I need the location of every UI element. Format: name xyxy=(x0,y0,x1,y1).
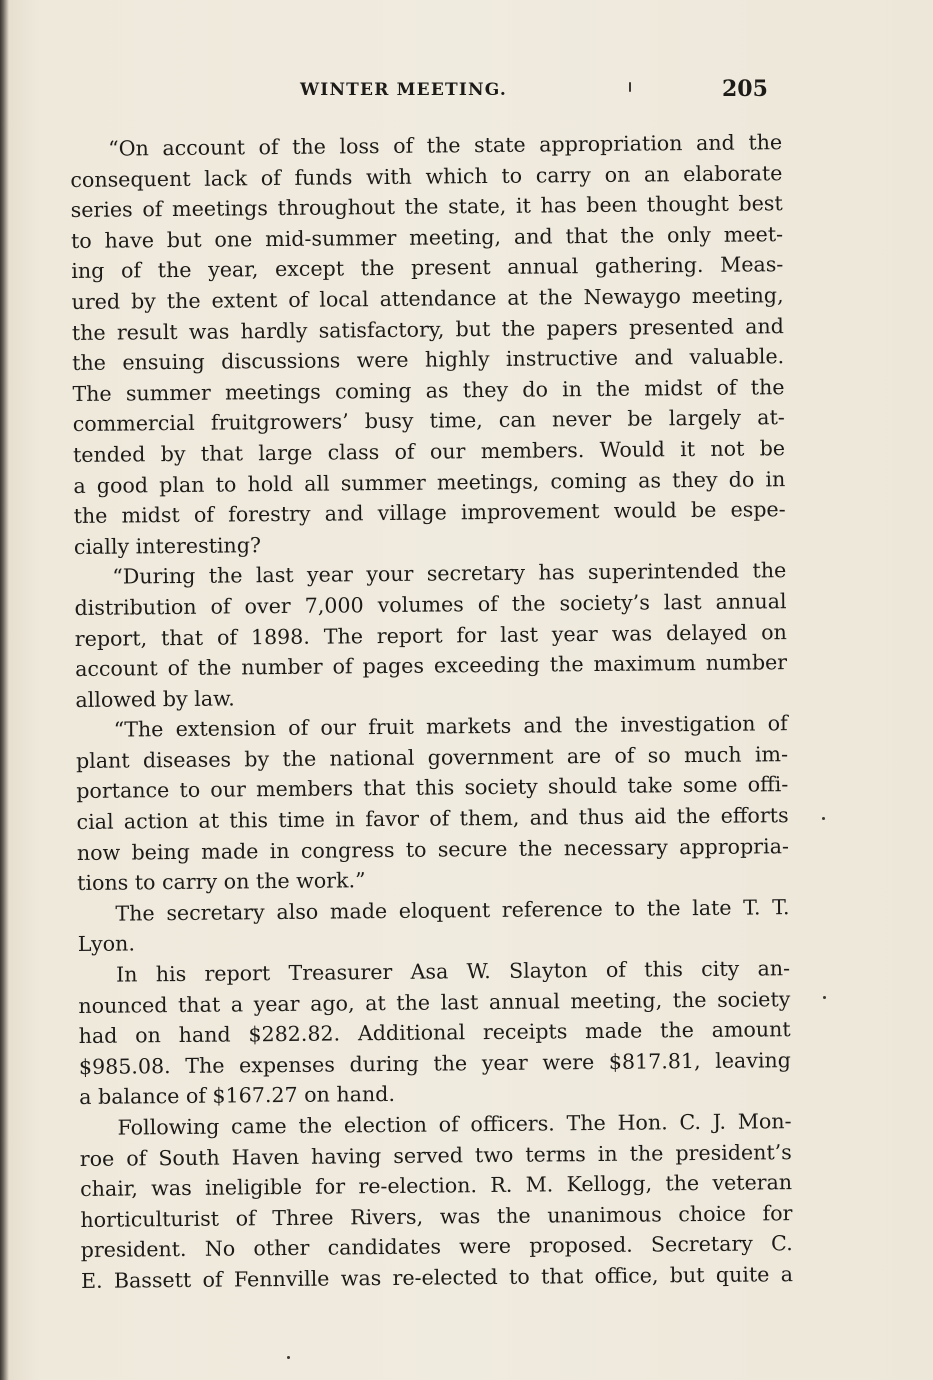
text-line: distribution of over 7,000 volumes of the society’s last annual xyxy=(74,589,787,620)
ink-speck xyxy=(823,996,826,999)
page-number: 205 xyxy=(722,76,768,102)
text-line: cial action at this time in favor of them, and thus aid the efforts xyxy=(76,803,789,835)
text-line: ing of the year, except the present annual gathering. Meas- xyxy=(71,252,784,284)
text-line: Lyon. xyxy=(77,931,136,957)
text-line: plant diseases by the national government are of so much im- xyxy=(75,742,789,773)
text-line: commercial fruitgrowers’ busy time, can never be largely at- xyxy=(72,405,785,437)
text-line: chair, was ineligible for re-election. R. M. Kellogg, the veteran xyxy=(80,1170,793,1202)
text-line: “On account of the loss of the state appropriation and the xyxy=(108,130,783,161)
text-line: Following came the election of officers. The Hon. C. J. Mon- xyxy=(117,1109,792,1140)
text-line: series of meetings throughout the state, it has been thought best xyxy=(70,191,783,223)
ink-speck xyxy=(822,817,825,820)
text-line: cially interesting? xyxy=(73,532,262,559)
text-line: the ensuing discussions were highly instructive and valuable. xyxy=(72,344,785,376)
text-line: E. Bassett of Fennville was re-elected to that office, but quite a xyxy=(80,1262,794,1293)
text-line: now being made in congress to secure the necessary appropria- xyxy=(76,833,789,865)
text-line: tions to carry on the work.” xyxy=(77,868,366,896)
text-line: had on hand $282.82. Additional receipts made the amount xyxy=(78,1017,791,1049)
text-line: roe of South Haven having served two terms in the president’s xyxy=(79,1139,792,1171)
text-line: the result was hardly satisfactory, but the papers presented and xyxy=(71,313,784,345)
text-line: “During the last year your secretary has superintended the xyxy=(112,558,787,589)
page-header xyxy=(0,76,933,106)
text-line: $985.08. The expenses during the year were $817.81, leaving xyxy=(78,1047,792,1079)
text-line: a balance of $167.27 on hand. xyxy=(79,1082,396,1110)
text-line: nounced that a year ago, at the last annual meeting, the society xyxy=(78,986,791,1018)
text-line: The secretary also made eloquent reference to the late T. T. xyxy=(115,894,790,926)
ink-speck xyxy=(287,1356,290,1359)
text-line: report, that of 1898. The report for last year was delayed on xyxy=(74,619,787,651)
text-line: horticulturist of Three Rivers, was the unanimous choice for xyxy=(80,1200,793,1232)
text-line: “The extension of our fruit markets and the investigation of xyxy=(113,711,788,742)
text-line: The summer meetings coming as they do in the midst of the xyxy=(72,374,785,406)
body-text xyxy=(70,127,793,1296)
text-line: portance to our members that this society should take some offi- xyxy=(76,772,789,804)
text-line: allowed by law. xyxy=(75,686,235,712)
text-line: the midst of forestry and village improvement would be espe- xyxy=(73,497,786,529)
text-line: ured by the extent of local attendance at the Newaygo meeting, xyxy=(71,283,784,314)
text-line: consequent lack of funds with which to carry on an elaborate xyxy=(70,160,783,192)
text-line: account of the number of pages exceeding the maximum number xyxy=(75,650,788,682)
text-line: In his report Treasurer Asa W. Slayton of this city an- xyxy=(115,956,791,987)
text-line: a good plan to hold all summer meetings, coming as they do in xyxy=(73,466,786,498)
ink-speck xyxy=(629,82,631,92)
text-line: president. No other candidates were proposed. Secretary C. xyxy=(80,1231,793,1263)
text-line: to have but one mid-summer meeting, and that the only meet- xyxy=(70,221,784,253)
running-title: WINTER MEETING. xyxy=(300,80,507,100)
text-line: tended by that large class of our members. Would it not be xyxy=(72,436,786,467)
